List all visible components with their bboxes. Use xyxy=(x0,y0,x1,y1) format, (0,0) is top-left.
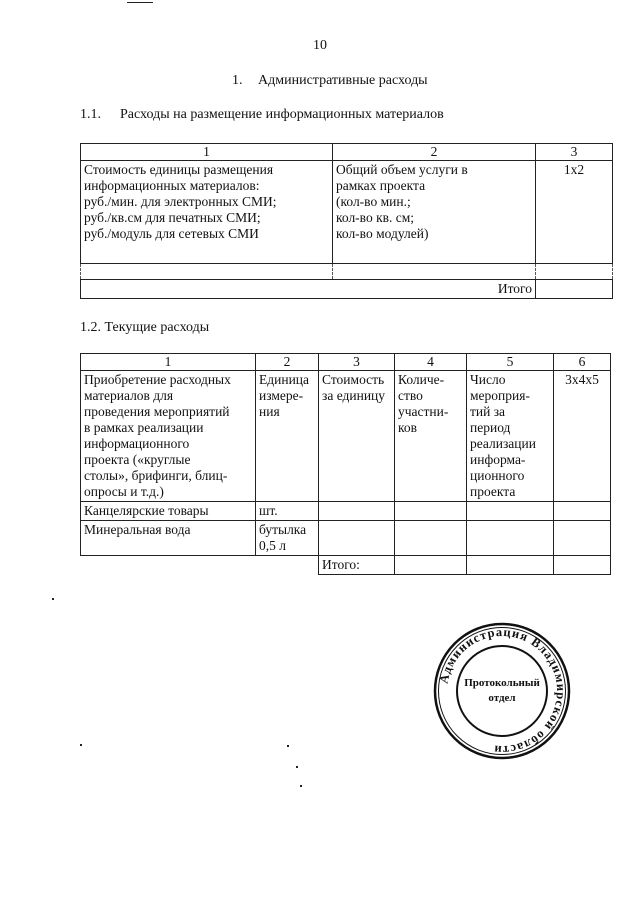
header-cell: 1 xyxy=(81,354,256,371)
header-cell: 3 xyxy=(319,354,395,371)
table-row xyxy=(81,521,611,556)
item-name-cell: Минеральная вода xyxy=(81,521,256,556)
header-cell: 4 xyxy=(395,354,467,371)
blank-cell xyxy=(256,556,319,575)
cell-line: Число xyxy=(470,372,506,387)
empty-cell xyxy=(554,502,611,521)
cell-line: столы», брифинги, блиц- xyxy=(84,468,228,483)
participants-cell xyxy=(395,371,467,502)
item-unit-cell: шт. xyxy=(256,502,319,521)
stamp-text-line: отдел xyxy=(488,692,516,704)
empty-cell xyxy=(554,521,611,556)
cell-line: Стоимость единицы размещения xyxy=(84,162,274,177)
table-row xyxy=(81,502,611,521)
cell-line: реализации xyxy=(470,436,536,451)
cell-line: Приобретение расходных xyxy=(84,372,231,387)
empty-cell xyxy=(319,502,395,521)
unit-cost-cell xyxy=(319,371,395,502)
table-row xyxy=(81,371,611,502)
stamp-ring-text: Администрация Владимирской области xyxy=(436,624,569,758)
header-cell: 3 xyxy=(536,144,613,161)
table-total-row xyxy=(81,556,611,575)
table-row xyxy=(81,264,613,280)
placement-costs-table xyxy=(80,143,613,299)
section-number: 1. xyxy=(232,73,243,88)
current-costs-table xyxy=(80,353,611,575)
empty-cell xyxy=(333,264,536,280)
cell-line: ния xyxy=(259,404,280,419)
table-row xyxy=(81,161,613,264)
cell-line: информа- xyxy=(470,452,526,467)
cell-line: материалов для xyxy=(84,388,174,403)
total-value-cell xyxy=(536,280,613,299)
cell-line: ков xyxy=(398,420,417,435)
stamp-text-line: Протокольный xyxy=(464,677,540,689)
subsection-1-heading xyxy=(80,107,444,123)
cell-line: руб./мин. для электронных СМИ; xyxy=(84,194,277,209)
section-title: Административные расходы xyxy=(258,73,428,88)
cell-line: Стоимость xyxy=(322,372,385,387)
empty-cell xyxy=(81,264,333,280)
table-total-row xyxy=(81,280,613,299)
cell-line: (кол-во мин.; xyxy=(336,194,411,209)
scan-speck xyxy=(287,745,289,747)
total-value-cell xyxy=(554,556,611,575)
scan-speck xyxy=(296,766,298,768)
header-cell: 2 xyxy=(333,144,536,161)
cell-line: кол-во модулей) xyxy=(336,226,429,241)
item-unit-cell: бутылка 0,5 л xyxy=(256,521,319,556)
cell-line: участни- xyxy=(398,404,449,419)
subsection-1-title: Расходы на размещение информационных материалов xyxy=(120,107,444,122)
cell-line: в рамках реализации xyxy=(84,420,204,435)
unit-cell xyxy=(256,371,319,502)
scan-speck xyxy=(127,2,153,3)
empty-cell xyxy=(395,502,467,521)
cell-line: Единица xyxy=(259,372,310,387)
service-volume-cell xyxy=(333,161,536,264)
total-label: Итого xyxy=(81,280,536,299)
cell-line: кол-во кв. см; xyxy=(336,210,415,225)
subsection-2-heading: 1.2. Текущие расходы xyxy=(80,320,210,335)
cell-line: мероприя- xyxy=(470,388,530,403)
cell-line: рамках проекта xyxy=(336,178,426,193)
header-cell: 1 xyxy=(81,144,333,161)
cell-line: руб./модуль для сетевых СМИ xyxy=(84,226,259,241)
unit-cost-cell xyxy=(81,161,333,264)
header-cell: 5 xyxy=(467,354,554,371)
cell-line: проекта («круглые xyxy=(84,452,191,467)
total-value-cell xyxy=(395,556,467,575)
scan-speck xyxy=(300,785,302,787)
table-header-row xyxy=(81,144,613,161)
subsection-1-number: 1.1. xyxy=(80,107,101,122)
cell-line: ство xyxy=(398,388,423,403)
events-count-cell xyxy=(467,371,554,502)
cell-line: измере- xyxy=(259,388,304,403)
empty-cell xyxy=(467,521,554,556)
cell-line: период xyxy=(470,420,511,435)
cell-line: проекта xyxy=(470,484,516,499)
total-value-cell xyxy=(467,556,554,575)
empty-cell xyxy=(395,521,467,556)
scan-speck xyxy=(80,744,82,746)
stamp-seal-icon xyxy=(432,621,572,761)
cell-line: информационного xyxy=(84,436,190,451)
scan-speck xyxy=(52,598,54,600)
official-stamp xyxy=(432,621,572,761)
total-label: Итого: xyxy=(319,556,395,575)
cell-line: за единицу xyxy=(322,388,386,403)
blank-cell xyxy=(81,556,256,575)
page-number: 10 xyxy=(313,38,327,53)
expense-description-cell xyxy=(81,371,256,502)
cell-line: информационных материалов: xyxy=(84,178,260,193)
cell-line: Количе- xyxy=(398,372,445,387)
formula-cell: 3х4х5 xyxy=(554,371,611,502)
header-cell: 6 xyxy=(554,354,611,371)
item-name-cell: Канцелярские товары xyxy=(81,502,256,521)
cell-line: опросы и т.д.) xyxy=(84,484,164,499)
empty-cell xyxy=(319,521,395,556)
formula-cell: 1х2 xyxy=(536,161,613,264)
header-cell: 2 xyxy=(256,354,319,371)
empty-cell xyxy=(536,264,613,280)
cell-line: тий за xyxy=(470,404,506,419)
cell-line: ционного xyxy=(470,468,525,483)
cell-line: Общий объем услуги в xyxy=(336,162,468,177)
empty-cell xyxy=(467,502,554,521)
section-heading xyxy=(232,73,428,89)
table-header-row xyxy=(81,354,611,371)
cell-line: руб./кв.см для печатных СМИ; xyxy=(84,210,261,225)
cell-line: проведения мероприятий xyxy=(84,404,230,419)
